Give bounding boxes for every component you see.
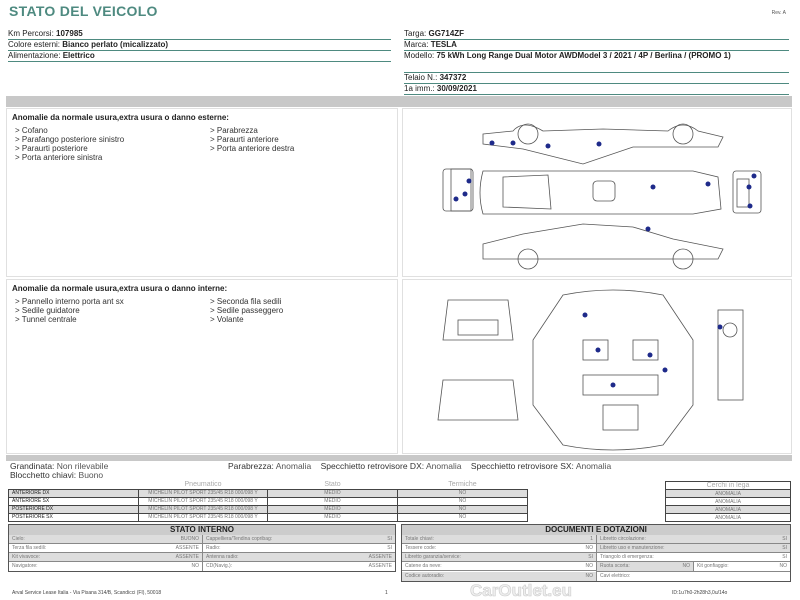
info-row: 1a imm.: 30/09/2021 (404, 84, 789, 95)
watermark-logo: CarOutlet.eu (470, 581, 573, 600)
rims-table: Cerchi in lega ANOMALIA ANOMALIA ANOMALIA ANOMALIA (665, 481, 791, 522)
info-row: Targa: GG714ZF (404, 29, 789, 40)
col-header: Cerchi in lega (666, 482, 791, 490)
damage-item: > Sedile guidatore (15, 306, 80, 315)
damage-markers (454, 141, 757, 232)
exterior-diagram (402, 108, 792, 277)
document-code: ID:1u7h0-2h28h3,0u/14o (672, 590, 728, 596)
section-title: STATO INTERNO (9, 525, 395, 535)
damage-item: > Tunnel centrale (15, 315, 77, 324)
info-row: Telaio N.: 347372 (404, 73, 789, 84)
info-row: Marca: TESLA (404, 40, 789, 51)
stato-interno-table: STATO INTERNO Cielo: BUONO Cappelliera/Tendina copribag: SI Terza fila sedili: ASSENTE Radio: SI Kit vivavoce: ASSENTE Antenna radio: ASSENTE Navigatore: NO CD(Navig.): ASSENTE (8, 524, 396, 572)
grandinata: Grandinata: Non rilevabile Blocchetto chiavi: Buono (10, 461, 109, 480)
col-header: Stato (324, 481, 341, 489)
page-number: 1 (385, 590, 388, 596)
vehicle-info-left (8, 29, 391, 62)
car-exterior-diagram (403, 109, 793, 278)
interior-heading: Anomalie da normale usura,extra usura o danno interne: (12, 284, 228, 293)
tires-table (8, 481, 528, 522)
damage-item: > Paraurti anteriore (210, 135, 279, 144)
footer-address: Arval Service Lease Italia - Via Pisana 314/B, Scandicci (FI), 50018 (12, 590, 162, 596)
damage-item: > Paraurti posteriore (15, 144, 88, 153)
info-row: Alimentazione: Elettrico (8, 51, 391, 62)
interior-diagram (402, 279, 792, 454)
exterior-heading: Anomalie da normale usura,extra usura o danno esterne: (12, 113, 229, 122)
info-row: Km Percorsi: 107985 (8, 29, 391, 40)
damage-item: > Porta anteriore destra (210, 144, 295, 153)
info-row: Colore esterni: Bianco perlato (micalizzato) (8, 40, 391, 51)
vehicle-info-right (404, 29, 789, 95)
damage-item: > Volante (210, 315, 244, 324)
table-row: ANTERIORE DX MICHELIN PILOT SPORT 235/45 R18 000/098 Y MEDIO NO (9, 489, 528, 497)
interior-damage-list (6, 279, 398, 454)
damage-markers (583, 313, 723, 388)
table-row: ANTERIORE SX MICHELIN PILOT SPORT 235/45 R18 000/098 Y MEDIO NO (9, 497, 528, 505)
section-title: DOCUMENTI E DOTAZIONI (402, 525, 790, 535)
info-row: Modello: 75 kWh Long Range Dual Motor AWDModel 3 / 2021 / 4P / Berlina / (PROMO 1) (404, 51, 789, 73)
section-divider (6, 96, 792, 107)
damage-item: > Parabrezza (210, 126, 258, 135)
damage-item: > Parafango posteriore sinistro (15, 135, 125, 144)
table-row: POSTERIORE SX MICHELIN PILOT SPORT 235/45 R18 000/098 Y MEDIO NO (9, 513, 528, 521)
damage-item: > Pannello interno porta ant sx (15, 297, 124, 306)
damage-item: > Seconda fila sedili (210, 297, 282, 306)
table-row: POSTERIORE DX MICHELIN PILOT SPORT 235/45 R18 000/098 Y MEDIO NO (9, 505, 528, 513)
documenti-table: DOCUMENTI E DOTAZIONI Totale chiavi: 1 Libretto circolazione: SI Tessere code: NO Libretto uso e manutenzione: SI Libretto garanzia/service: SI Triangolo di emergenza: SI Catene da neve: NO Ruota scorta: NO Kit gonfiaggio: NO Codice autoradio: NO Cavi elettrico: (401, 524, 791, 582)
col-header: Termiche (448, 481, 477, 489)
revision: Rev. A (771, 10, 786, 16)
damage-item: > Porta anteriore sinistra (15, 153, 103, 162)
damage-item: > Sedile passeggero (210, 306, 284, 315)
car-interior-diagram (403, 280, 793, 455)
exterior-damage-list (6, 108, 398, 277)
mirrors-status: Parabrezza: Anomalia Specchietto retrovisore DX: Anomalia Specchietto retrovisore SX: Anomalia (228, 461, 612, 471)
damage-item: > Cofano (15, 126, 48, 135)
col-header: Pneumatico (184, 481, 222, 489)
page-title: STATO DEL VEICOLO (9, 3, 158, 19)
